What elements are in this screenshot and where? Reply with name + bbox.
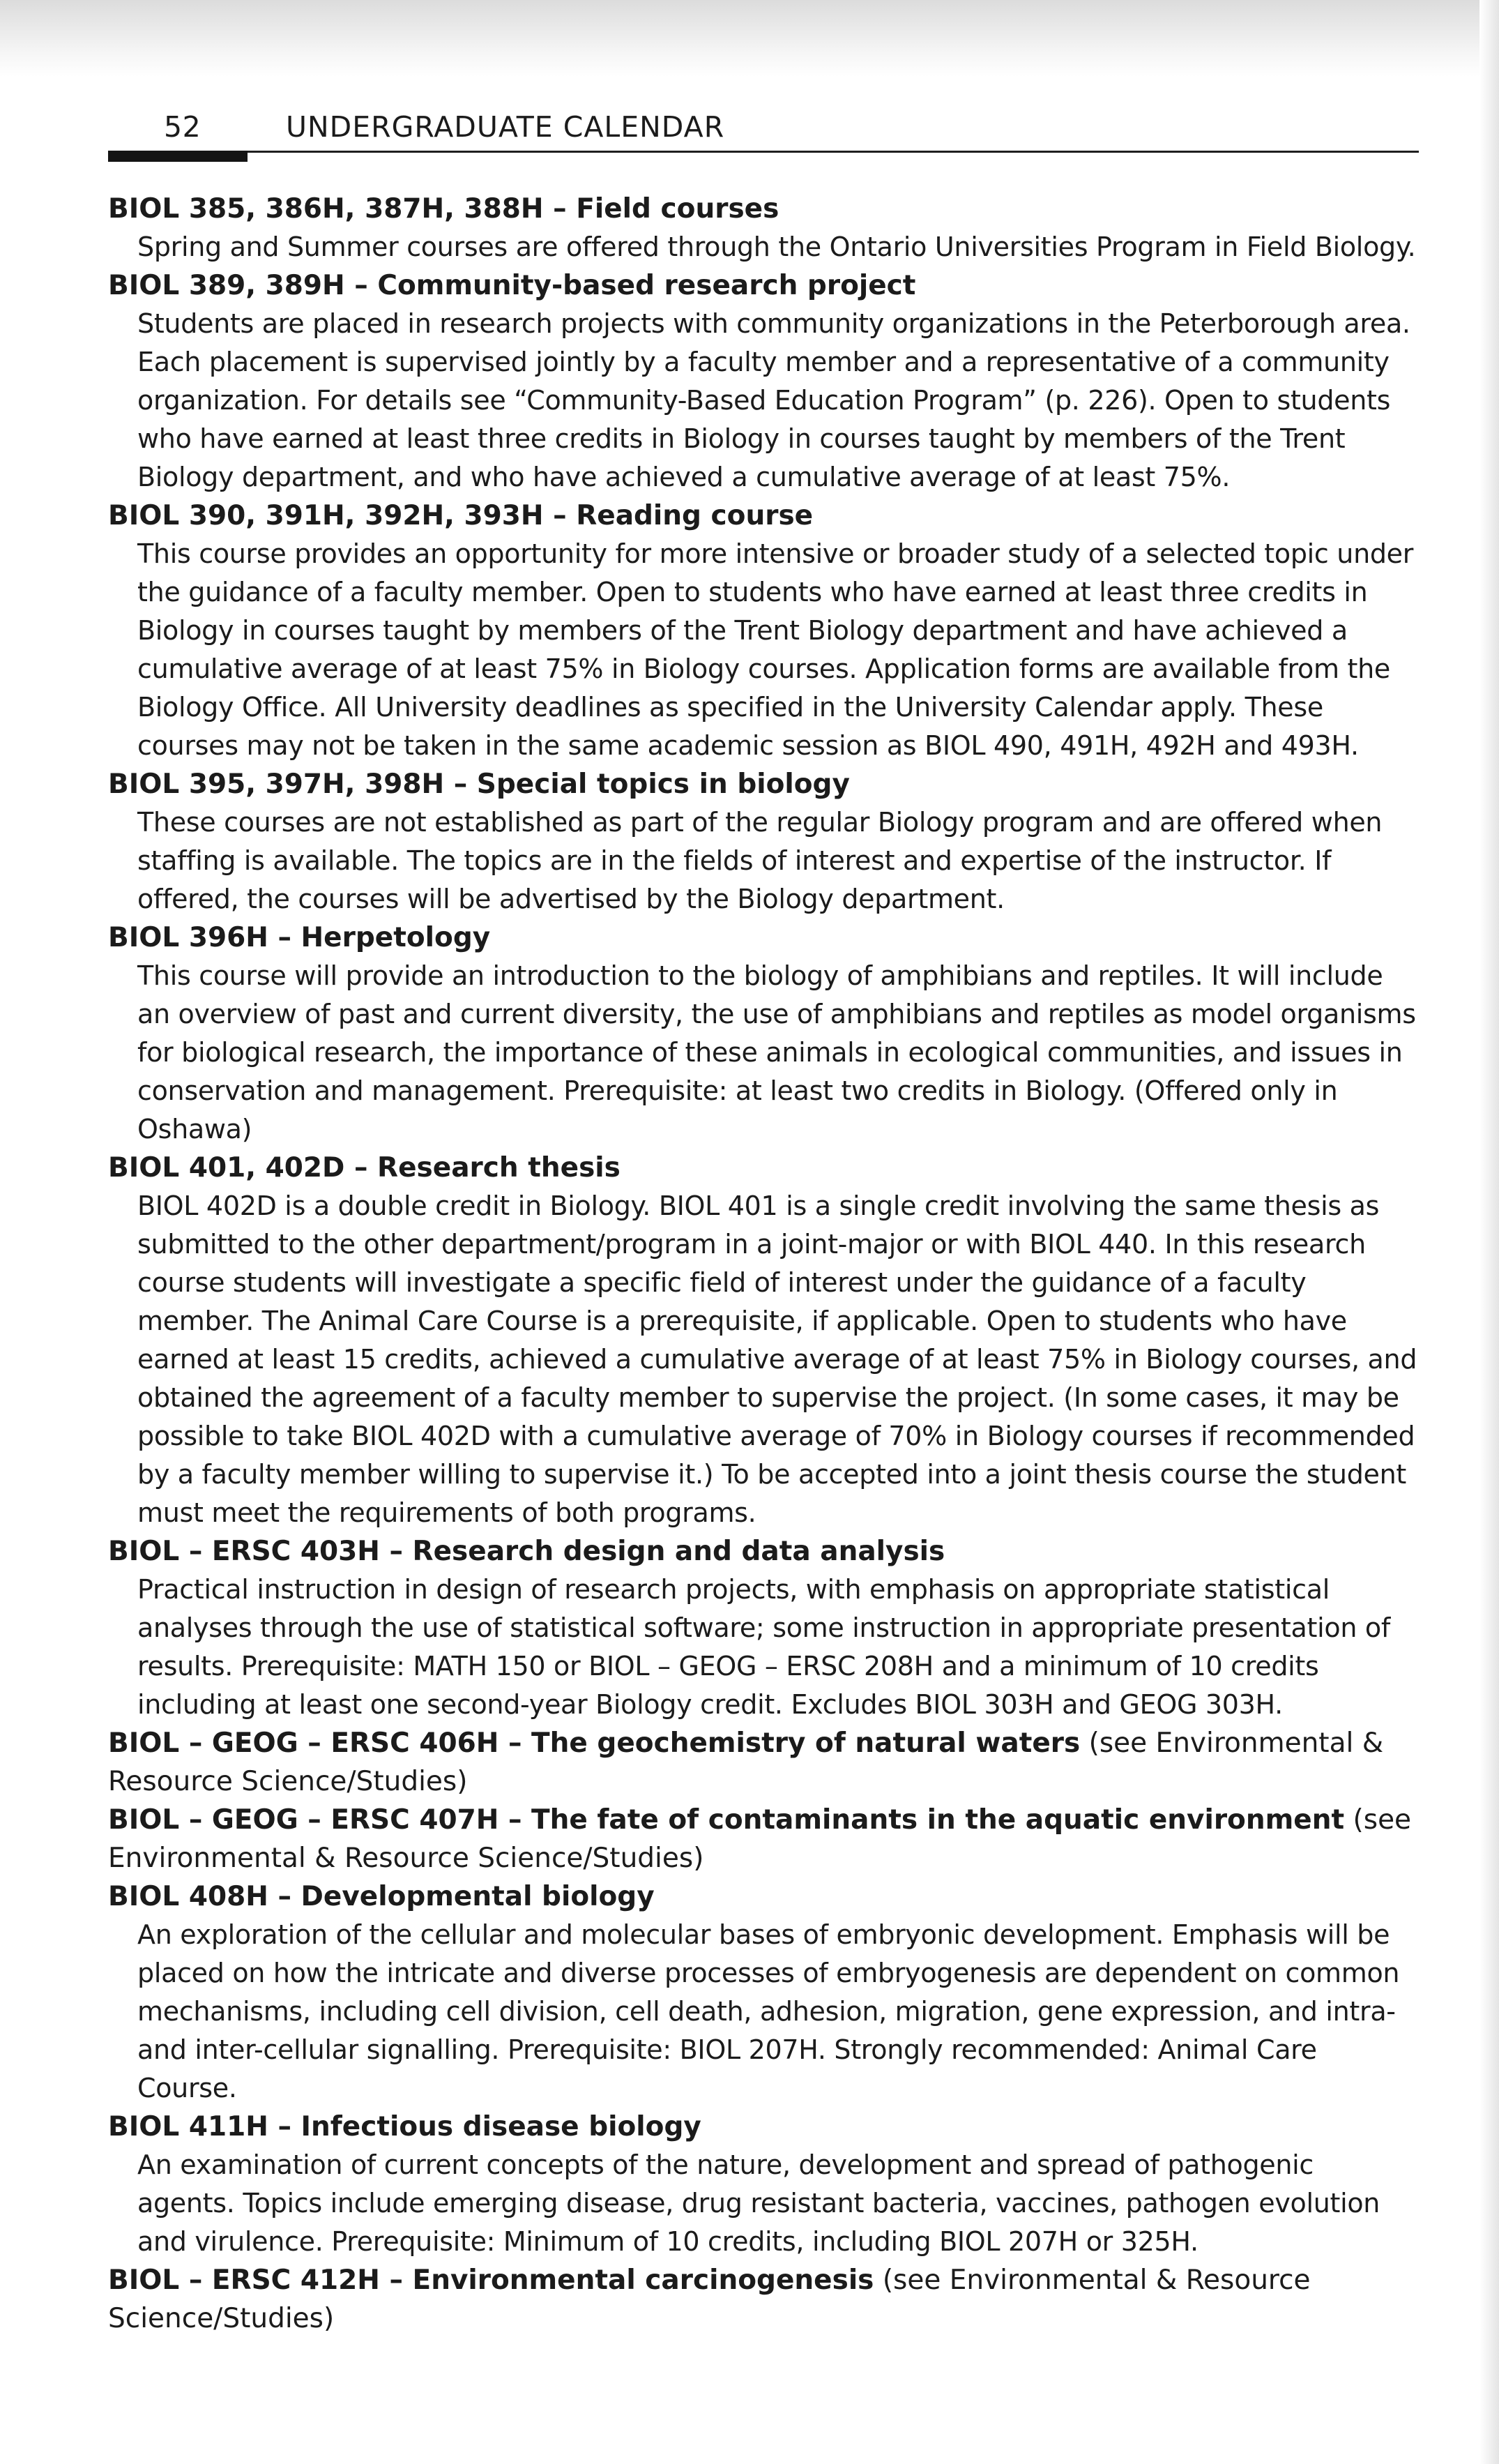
course-entry-biol-411h: [108, 2108, 1419, 2261]
course-description: This course provides an opportunity for more intensive or broader study of a selected topic under the guidance of a faculty member. Open to students who have earned at least three credits in Biology in courses taught by members of the Trent Biology department and have achieved a cumulative average of at least 75% in Biology courses. Application forms are available from the Biology Office. All University deadlines as specified in the University Calendar apply. These courses may not be taken in the same academic session as BIOL 490, 491H, 492H and 493H.: [137, 538, 1414, 761]
header-rule-accent: [108, 151, 248, 162]
course-description: This course will provide an introduction to the biology of amphibians and reptiles. It will include an overview of past and current diversity, the use of amphibians and reptiles as model organisms for biological research, the importance of these animals in ecological communities, and issues in conservation and management. Prerequisite: at least two credits in Biology. (Offered only in Oshawa): [137, 960, 1416, 1144]
course-description: An exploration of the cellular and molecular bases of embryonic development. Emphasis will be placed on how the intricate and diverse processes of embryogenesis are dependent on common mechanisms, including cell division, cell death, adhesion, migration, gene expression, and intra- and inter-cellular signalling. Prerequisite: BIOL 207H. Strongly recommended: Animal Care Course.: [137, 1919, 1400, 2103]
course-description: Spring and Summer courses are offered through the Ontario Universities Program in Field Biology.: [137, 232, 1416, 262]
course-entry-biol-412h: [108, 2261, 1419, 2338]
course-entry-biol-408h: [108, 1877, 1419, 2108]
course-entry-biol-395: [108, 765, 1419, 919]
course-title: BIOL 390, 391H, 392H, 393H – Reading course: [108, 500, 814, 531]
course-entry-biol-396h: [108, 919, 1419, 1149]
course-title: BIOL – ERSC 403H – Research design and data analysis: [108, 1536, 945, 1567]
course-entry-biol-407h: [108, 1801, 1419, 1877]
course-title: BIOL 389, 389H – Community-based research project: [108, 270, 916, 301]
page-number: 52: [164, 110, 201, 144]
course-description: Practical instruction in design of research projects, with emphasis on appropriate statistical analyses through the use of statistical software; some instruction in appropriate presentation of results. Prerequisite: MATH 150 or BIOL – GEOG – ERSC 208H and a minimum of 10 credits including at least one second-year Biology credit. Excludes BIOL 303H and GEOG 303H.: [137, 1574, 1390, 1720]
course-title: BIOL – GEOG – ERSC 406H – The geochemistry of natural waters: [108, 1728, 1081, 1759]
course-entry-biol-390: [108, 497, 1419, 765]
course-entry-biol-389: [108, 266, 1419, 497]
course-title: BIOL 411H – Infectious disease biology: [108, 2111, 701, 2142]
course-title: BIOL 396H – Herpetology: [108, 922, 491, 953]
course-description: An examination of current concepts of the nature, development and spread of pathogenic agents. Topics include emerging disease, drug resistant bacteria, vaccines, pathogen evolution and virulence. Prerequisite: Minimum of 10 credits, including BIOL 207H or 325H.: [137, 2149, 1380, 2257]
course-title: BIOL 408H – Developmental biology: [108, 1881, 655, 1912]
cross-reference-note: (see Environmental & Resource Science/Studies): [108, 2265, 1311, 2334]
course-listing: [108, 190, 1419, 2338]
course-entry-biol-406h: [108, 1724, 1419, 1801]
course-description: These courses are not established as part of the regular Biology program and are offered when staffing is available. The topics are in the fields of interest and expertise of the instructor. If offered, the courses will be advertised by the Biology department.: [137, 807, 1383, 914]
cross-reference-note: (see Environmental & Resource Science/Studies): [108, 1728, 1384, 1797]
cross-reference-note: (see Environmental & Resource Science/Studies): [108, 1804, 1412, 1874]
course-title: BIOL 401, 402D – Research thesis: [108, 1152, 621, 1184]
course-title: BIOL 395, 397H, 398H – Special topics in biology: [108, 769, 850, 800]
course-title: BIOL – ERSC 412H – Environmental carcinogenesis: [108, 2265, 874, 2296]
course-entry-biol-401: [108, 1149, 1419, 1532]
page-header: [108, 105, 1419, 160]
course-description: Students are placed in research projects with community organizations in the Peterborough area. Each placement is supervised jointly by a faculty member and a representative of a community organization. For details see “Community-Based Education Program” (p. 226). Open to students who have earned at least three credits in Biology in courses taught by members of the Trent Biology department, and who have achieved a cumulative average of at least 75%.: [137, 308, 1410, 492]
header-rule: [108, 151, 1419, 153]
course-entry-biol-385: [108, 190, 1419, 266]
course-title: BIOL – GEOG – ERSC 407H – The fate of contaminants in the aquatic environment: [108, 1804, 1345, 1836]
running-title: UNDERGRADUATE CALENDAR: [286, 110, 725, 144]
course-entry-biol-403h: [108, 1532, 1419, 1724]
course-title: BIOL 385, 386H, 387H, 388H – Field courses: [108, 193, 779, 225]
course-description: BIOL 402D is a double credit in Biology. BIOL 401 is a single credit involving the same thesis as submitted to the other department/program in a joint-major or with BIOL 440. In this research course students will investigate a specific field of interest under the guidance of a faculty member. The Animal Care Course is a prerequisite, if applicable. Open to students who have earned at least 15 credits, achieved a cumulative average of at least 75% in Biology courses, and obtained the agreement of a faculty member to supervise the project. (In some cases, it may be possible to take BIOL 402D with a cumulative average of 70% in Biology courses if recommended by a faculty member willing to supervise it.) To be accepted into a joint thesis course the student must meet the requirements of both programs.: [137, 1191, 1417, 1528]
